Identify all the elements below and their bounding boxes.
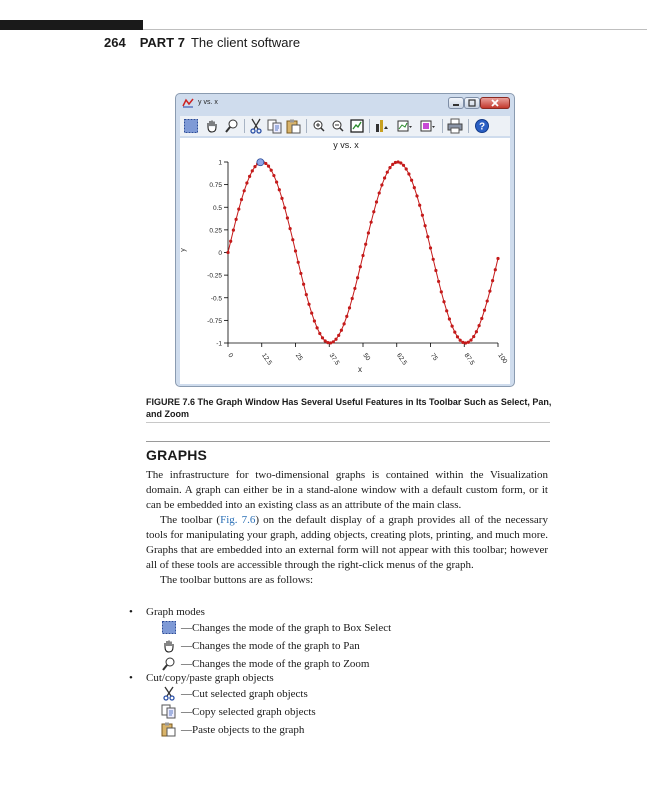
data-point — [415, 194, 418, 197]
data-point — [375, 200, 378, 203]
graph-app-icon — [182, 98, 194, 108]
y-tick-label: -0.5 — [210, 295, 222, 303]
zoom-button[interactable] — [224, 118, 240, 134]
x-tick-label: 100 — [496, 352, 509, 366]
data-point — [243, 189, 246, 192]
zoom-in-icon — [311, 118, 327, 134]
data-point — [491, 279, 494, 282]
pan-button[interactable] — [204, 118, 220, 134]
data-point — [343, 322, 346, 325]
x-tick-label: 75 — [428, 352, 439, 363]
plot-area[interactable] — [180, 138, 510, 384]
zoom-icon — [224, 118, 240, 134]
minimize-icon — [451, 98, 461, 108]
data-point — [264, 162, 267, 165]
data-point — [316, 326, 319, 329]
data-point — [418, 204, 421, 207]
data-point — [432, 258, 435, 261]
data-point — [361, 254, 364, 257]
data-point — [472, 335, 475, 338]
graph-toolbar — [180, 116, 510, 136]
data-point — [353, 287, 356, 290]
toolbar-separator — [244, 119, 245, 133]
zoom-icon — [160, 656, 178, 671]
data-point — [321, 336, 324, 339]
data-point — [478, 324, 481, 327]
part-title: The client software — [190, 35, 301, 50]
list-item-cut-copy-paste — [129, 672, 274, 684]
copy-icon — [267, 118, 283, 134]
data-point — [405, 167, 408, 170]
box-select-description: —Changes the mode of the graph to Box Select — [181, 621, 392, 634]
list-item-zoom — [160, 656, 370, 671]
fit-icon — [349, 118, 365, 134]
data-point — [448, 317, 451, 320]
y-tick-label: 0.5 — [212, 204, 222, 212]
paragraph-1: The infrastructure for two-dimensional graphs is contained within the Visualization domain. A graph can either be in a stand-alone window with a default custom form, or it can be embedded into an existing class as an attribute of the main class. — [146, 469, 548, 511]
bullet: • — [129, 672, 133, 684]
x-tick-label: 87.5 — [462, 352, 476, 367]
data-point — [275, 180, 278, 183]
data-point — [305, 293, 308, 296]
data-point — [226, 251, 229, 254]
data-point — [334, 338, 337, 341]
svg-text:?: ? — [478, 121, 486, 133]
header-rule — [143, 29, 647, 30]
data-point — [370, 221, 373, 224]
data-point — [229, 240, 232, 243]
help-icon — [474, 118, 490, 134]
x-tick-label: 12.5 — [260, 352, 274, 367]
data-point — [410, 179, 413, 182]
copy-icon — [160, 704, 178, 719]
data-point — [345, 315, 348, 318]
copy-description: —Copy selected graph objects — [181, 705, 316, 718]
maximize-button[interactable] — [464, 97, 480, 109]
data-point — [496, 257, 499, 260]
cut-icon — [160, 686, 178, 701]
toolbar-separator — [468, 119, 469, 133]
x-tick-label: 0 — [226, 352, 235, 360]
data-point — [483, 309, 486, 312]
data-point — [359, 265, 362, 268]
data-point — [289, 227, 292, 230]
graph-window — [175, 93, 515, 387]
paste-icon — [160, 722, 178, 737]
box-select-icon — [160, 620, 178, 635]
list-item-copy — [160, 704, 316, 719]
x-tick-label: 25 — [293, 352, 304, 363]
data-point — [310, 311, 313, 314]
data-point — [280, 197, 283, 200]
x-tick-label: 37.5 — [327, 352, 341, 367]
caption-rule — [146, 422, 550, 423]
data-point — [337, 334, 340, 337]
x-axis-label: x — [358, 365, 362, 374]
y-tick-label: -0.25 — [207, 272, 222, 280]
pan-hand-icon — [160, 638, 178, 653]
data-point — [253, 165, 256, 168]
data-point — [378, 191, 381, 194]
y-tick-label: -0.75 — [207, 317, 222, 325]
list-item-cut — [160, 686, 308, 701]
cut-icon — [248, 118, 264, 134]
body-text — [146, 468, 548, 588]
data-point — [445, 309, 448, 312]
data-point — [440, 290, 443, 293]
section-heading: GRAPHS — [146, 447, 208, 463]
cut-description: —Cut selected graph objects — [181, 687, 308, 700]
section-rule — [146, 441, 550, 442]
y-axis-label: y — [180, 248, 187, 252]
cut-button[interactable] — [248, 118, 264, 134]
figure-caption: FIGURE 7.6 The Graph Window Has Several Useful Features in Its Toolbar Such as Select, Pan, and Zoom — [146, 397, 552, 419]
page-number: 264 — [104, 35, 126, 50]
data-point — [456, 335, 459, 338]
part-label: PART 7 — [139, 35, 185, 50]
data-point — [464, 341, 467, 344]
data-point — [372, 210, 375, 213]
data-point — [399, 161, 402, 164]
data-point — [283, 206, 286, 209]
box-select-icon — [183, 118, 199, 134]
list-item-graph-modes — [129, 606, 205, 618]
data-point — [394, 161, 397, 164]
data-point — [437, 280, 440, 283]
data-point — [324, 339, 327, 342]
data-point — [380, 183, 383, 186]
window-title: y vs. x — [198, 99, 218, 106]
list-item-pan — [160, 638, 360, 653]
pan-hand-icon — [204, 118, 220, 134]
y-tick-label: 0.75 — [209, 182, 222, 190]
graph-modes-label: Graph modes — [146, 606, 205, 618]
help-button[interactable] — [474, 118, 490, 134]
data-point — [248, 175, 251, 178]
data-point — [318, 332, 321, 335]
line-plot-icon — [397, 118, 413, 134]
sine-chart — [180, 138, 510, 384]
y-tick-label: -1 — [216, 340, 222, 348]
data-point — [480, 317, 483, 320]
data-point — [383, 176, 386, 179]
pan-description: —Changes the mode of the graph to Pan — [181, 639, 360, 652]
data-point — [426, 235, 429, 238]
paste-button[interactable] — [286, 118, 302, 134]
toolbar-separator — [369, 119, 370, 133]
copy-button[interactable] — [267, 118, 283, 134]
data-point — [451, 325, 454, 328]
data-point — [434, 269, 437, 272]
data-point — [299, 272, 302, 275]
data-point — [413, 186, 416, 189]
list-item-paste — [160, 722, 304, 737]
fit-button[interactable] — [349, 118, 365, 134]
print-icon — [447, 118, 463, 134]
data-point — [424, 224, 427, 227]
bullet: • — [129, 606, 133, 618]
data-point — [386, 171, 389, 174]
window-titlebar[interactable] — [176, 94, 514, 112]
series-line — [228, 162, 498, 343]
data-point — [364, 243, 367, 246]
data-point — [388, 166, 391, 169]
chart-title: y vs. x — [333, 140, 359, 150]
zoom-description: —Changes the mode of the graph to Zoom — [181, 657, 370, 670]
data-point — [326, 341, 329, 344]
top-black-bar — [0, 20, 143, 30]
y-tick-label: 1 — [218, 159, 222, 167]
x-tick-label: 50 — [361, 352, 372, 363]
paragraph-3: The toolbar buttons are as follows: — [160, 574, 314, 586]
bar-plot-icon — [374, 118, 390, 134]
data-point — [232, 229, 235, 232]
data-point — [461, 341, 464, 344]
paragraph-2 — [146, 513, 548, 573]
cut-copy-paste-label: Cut/copy/paste graph objects — [146, 672, 274, 684]
paste-icon — [286, 118, 302, 134]
data-point — [251, 169, 254, 172]
data-point — [402, 164, 405, 167]
data-point — [278, 188, 281, 191]
line-plot-button[interactable] — [397, 118, 413, 134]
data-point — [475, 330, 478, 333]
data-point — [245, 181, 248, 184]
print-button[interactable] — [447, 118, 463, 134]
data-point — [307, 303, 310, 306]
data-point — [237, 208, 240, 211]
close-icon — [489, 98, 501, 108]
box-select-button[interactable] — [183, 118, 199, 134]
image-plot-button[interactable] — [420, 118, 436, 134]
data-point — [240, 198, 243, 201]
paragraph-2-start: The toolbar ( — [160, 514, 221, 526]
y-tick-label: 0.25 — [209, 227, 222, 235]
data-point — [313, 319, 316, 322]
data-point — [442, 300, 445, 303]
data-point — [488, 290, 491, 293]
selected-point-marker[interactable] — [257, 159, 264, 166]
data-point — [421, 214, 424, 217]
data-point — [494, 268, 497, 271]
data-point — [453, 331, 456, 334]
figure-reference-link[interactable]: Fig. 7.6 — [220, 514, 256, 526]
data-point — [291, 238, 294, 241]
paragraph-2-rest: ) on the default display of a graph provides all of the necessary tools for manipulating your graph, adding objects, creating plots, printing, and much more. Graphs that are embedded into an external form will not appear with this toolbar; however all of these tools are accessible through the right-click menus of the graph. — [146, 514, 548, 571]
list-item-box-select — [160, 620, 391, 635]
data-point — [356, 276, 359, 279]
data-point — [367, 231, 370, 234]
data-point — [332, 340, 335, 343]
data-point — [486, 299, 489, 302]
zoom-out-button[interactable] — [330, 118, 346, 134]
data-point — [286, 216, 289, 219]
running-head — [104, 35, 300, 50]
y-tick-label: 0 — [218, 250, 222, 257]
data-point — [467, 341, 470, 344]
data-point — [351, 297, 354, 300]
toolbar-separator — [306, 119, 307, 133]
data-point — [235, 218, 238, 221]
data-point — [297, 261, 300, 264]
data-point — [459, 339, 462, 342]
maximize-icon — [467, 98, 477, 108]
paste-description: —Paste objects to the graph — [181, 723, 305, 736]
data-point — [294, 249, 297, 252]
bar-plot-button[interactable] — [374, 118, 390, 134]
x-tick-label: 62.5 — [395, 352, 409, 367]
data-point — [267, 165, 270, 168]
toolbar-separator — [442, 119, 443, 133]
image-plot-icon — [420, 118, 436, 134]
data-point — [302, 283, 305, 286]
zoom-out-icon — [330, 118, 346, 134]
data-point — [348, 306, 351, 309]
data-point — [270, 169, 273, 172]
close-button[interactable] — [480, 97, 510, 109]
data-point — [272, 174, 275, 177]
data-point — [469, 338, 472, 341]
data-point — [429, 246, 432, 249]
zoom-in-button[interactable] — [311, 118, 327, 134]
data-point — [391, 163, 394, 166]
data-point — [407, 172, 410, 175]
minimize-button[interactable] — [448, 97, 464, 109]
data-point — [340, 329, 343, 332]
